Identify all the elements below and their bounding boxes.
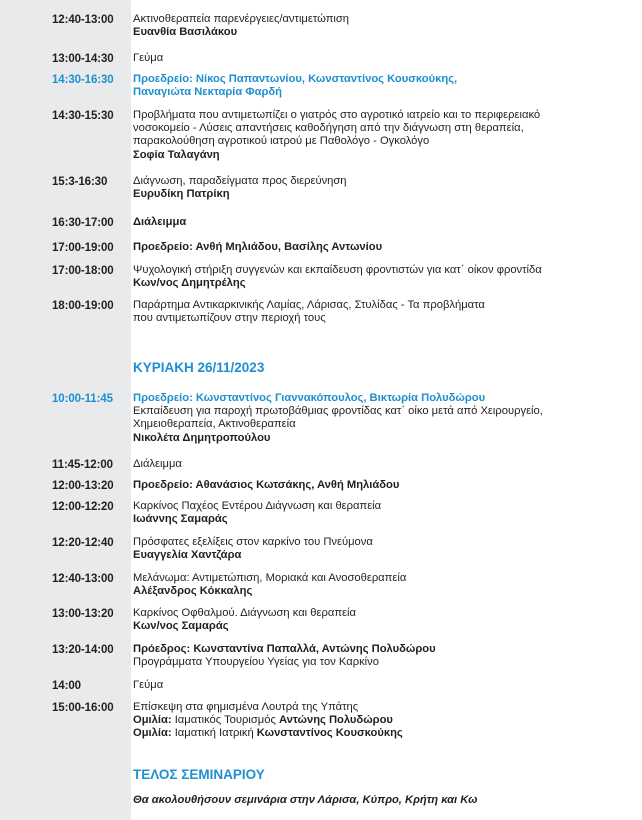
session-title: Καρκίνος Παχέος Εντέρου Διάγνωση και θεραπεία: [133, 500, 382, 512]
time-column-band: [0, 0, 131, 820]
session-time: 15:3-16:30: [52, 176, 108, 188]
session-chair-continued: Παναγιώτα Νεκταρία Φαρδή: [133, 86, 282, 99]
session-time: 13:20-14:00: [52, 644, 114, 656]
talk-topic: Ιαματικός Τουρισμός: [171, 714, 279, 727]
session-title: Εκπαίδευση για παροχή πρωτοβάθμιας φροντίδας κατ΄ οίκο μετά από Χειρουργείο,: [133, 405, 543, 418]
session-chair: Προεδρείο: Αθανάσιος Κωτσάκης, Ανθή Μηλιάδου: [133, 479, 400, 491]
session-title: Διάλειμμα: [133, 216, 187, 228]
session-title-continued: παρακολούθηση αγροτικού ιατρού με Παθολόγο - Ογκολόγο: [133, 135, 430, 148]
session-title: Προβλήματα που αντιμετωπίζει ο γιατρός στο αγροτικό ιατρείο και το περιφερειακό: [133, 109, 541, 121]
session-time: 10:00-11:45: [52, 393, 113, 405]
session-time: 13:00-14:30: [52, 53, 114, 65]
session-time: 12:40-13:00: [52, 573, 114, 585]
session-time: 12:00-13:20: [52, 480, 114, 492]
session-title: Ακτινοθεραπεία παρενέργειες/αντιμετώπιση: [133, 13, 350, 25]
session-speaker: Νικολέτα Δημητροπούλου: [133, 431, 271, 444]
session-title: Μελάνωμα: Αντιμετώπιση, Μοριακά και Ανοσοθεραπεία: [133, 572, 407, 584]
session-title: Διάλειμμα: [133, 458, 182, 470]
session-speaker: Κων/νος Δημητρέλης: [133, 277, 246, 290]
session-time: 17:00-19:00: [52, 242, 114, 254]
talk-topic: Ιαματική Ιατρική: [171, 727, 257, 740]
session-title: Γεύμα: [133, 679, 164, 691]
session-time: 13:00-13:20: [52, 608, 114, 620]
session-time: 15:00-16:00: [52, 702, 114, 714]
session-title: Προγράμματα Υπουργείου Υγείας για τον Καρκίνο: [133, 656, 379, 669]
session-chair: Προεδρείο: Ανθή Μηλιάδου, Βασίλης Αντωνίου: [133, 241, 383, 253]
session-title: Ψυχολογική στήριξη συγγενών και εκπαίδευση φροντιστών για κατ΄ οίκον φροντίδα: [133, 264, 542, 276]
session-title: Καρκίνος Οφθαλμού. Διάγνωση και θεραπεία: [133, 607, 356, 619]
session-chair: Προεδρείο: Νίκος Παπαντωνίου, Κωνσταντίνος Κουσκούκης,: [133, 73, 458, 85]
session-title: Παράρτημα Αντικαρκινικής Λαμίας, Λάρισας, Στυλίδας - Τα προβλήματα: [133, 299, 485, 311]
talk-line: [133, 714, 613, 727]
session-speaker: Ιωάννης Σαμαράς: [133, 513, 228, 526]
session-title: Επίσκεψη στα φημισμένα Λουτρά της Υπάτης: [133, 701, 359, 713]
session-time: 12:20-12:40: [52, 537, 114, 549]
session-time: 14:30-16:30: [52, 74, 114, 86]
session-speaker: Κων/νος Σαμαράς: [133, 620, 229, 633]
talk-line: [133, 727, 613, 740]
session-title: Πρόσφατες εξελίξεις στον καρκίνο του Πνεύμονα: [133, 536, 373, 548]
session-time: 14:00: [52, 680, 81, 692]
session-time: 16:30-17:00: [52, 217, 114, 229]
session-speaker: Ευρυδίκη Πατρίκη: [133, 188, 230, 201]
session-speaker: Ευανθία Βασιλάκου: [133, 26, 238, 39]
session-title: Διάγνωση, παραδείγματα προς διερεύνηση: [133, 175, 347, 187]
talk-label: Ομιλία:: [133, 714, 172, 727]
end-heading: ΤΕΛΟΣ ΣΕΜΙΝΑΡΙΟΥ: [133, 767, 265, 782]
session-title-continued: νοσοκομείο - Λύσεις απαντήσεις καθοδήγηση από την διάγνωση στη θεραπεία,: [133, 122, 524, 135]
session-title-continued: Χημειοθεραπεία, Ακτινοθεραπεία: [133, 418, 296, 431]
session-time: 12:00-12:20: [52, 501, 114, 513]
session-chair: Πρόεδρος: Κωνσταντίνα Παπαλλά, Αντώνης Πολυδώρου: [133, 643, 436, 655]
session-time: 17:00-18:00: [52, 265, 114, 277]
talk-speaker: Κωνσταντίνος Κουσκούκης: [256, 727, 403, 740]
session-time: 18:00-19:00: [52, 300, 114, 312]
session-speaker: Σοφία Ταλαγάνη: [133, 148, 220, 161]
session-title: Γεύμα: [133, 52, 164, 64]
session-time: 11:45-12:00: [52, 459, 113, 471]
session-title-continued: που αντιμετωπίζουν στην περιοχή τους: [133, 312, 326, 325]
session-chair: Προεδρείο: Κωνσταντίνος Γιαννακόπουλος, Βικτωρία Πολυδώρου: [133, 392, 486, 404]
session-speaker: Ευαγγελία Χαντζάρα: [133, 549, 242, 562]
session-speaker: Αλέξανδρος Κόκκαλης: [133, 585, 253, 598]
session-time: 14:30-15:30: [52, 110, 114, 122]
footer-note: Θα ακολουθήσουν σεμινάρια στην Λάρισα, Κύπρο, Κρήτη και Κω: [133, 794, 478, 806]
day-heading: ΚΥΡΙΑΚΗ 26/11/2023: [133, 360, 265, 375]
talk-label: Ομιλία:: [133, 727, 172, 740]
session-time: 12:40-13:00: [52, 14, 114, 26]
talk-speaker: Αντώνης Πολυδώρου: [278, 714, 393, 727]
